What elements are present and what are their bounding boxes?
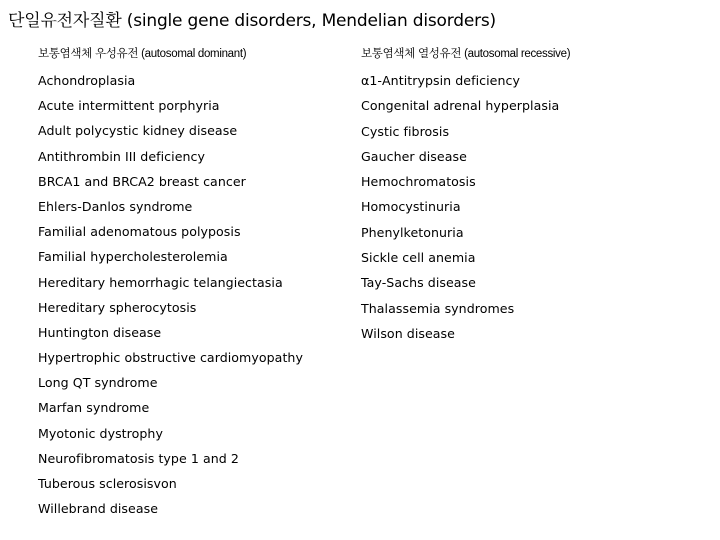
list-item: Hereditary spherocytosis — [38, 299, 197, 315]
autosomal-dominant-column — [38, 47, 303, 526]
list-item: Willebrand disease — [38, 501, 159, 517]
list-item: Myotonic dystrophy — [38, 425, 163, 441]
list-item: Thalassemia syndromes — [361, 300, 515, 316]
autosomal-dominant-header: 보통염색체 우성유전 (autosomal dominant) — [38, 48, 247, 60]
autosomal-recessive-column — [361, 47, 570, 351]
list-item: Hereditary hemorrhagic telangiectasia — [38, 274, 283, 290]
list-item: Homocystinuria — [361, 199, 461, 215]
list-item: Congenital adrenal hyperplasia — [361, 98, 560, 114]
list-item: Familial hypercholesterolemia — [38, 249, 228, 265]
list-item: Huntington disease — [38, 324, 162, 340]
list-item: Gaucher disease — [361, 148, 467, 164]
list-item: Acute intermittent porphyria — [38, 98, 220, 114]
list-item: Antithrombin III deficiency — [38, 148, 206, 164]
list-item: Marfan syndrome — [38, 400, 150, 416]
list-item: Wilson disease — [361, 325, 455, 341]
list-item: BRCA1 and BRCA2 breast cancer — [38, 173, 246, 189]
list-item: Hemochromatosis — [361, 174, 476, 190]
list-item: Adult polycystic kidney disease — [38, 123, 238, 139]
list-item: Tay-Sachs disease — [361, 275, 476, 291]
list-item: α1-Antitrypsin deficiency — [361, 73, 520, 88]
list-item: Familial adenomatous polyposis — [38, 224, 241, 240]
list-item: Neurofibromatosis type 1 and 2 — [38, 450, 239, 466]
autosomal-recessive-list — [361, 73, 570, 351]
autosomal-recessive-header: 보통염색체 열성유전 (autosomal recessive) — [361, 48, 571, 60]
list-item: Tuberous sclerosisvon — [38, 476, 177, 491]
list-item: Hypertrophic obstructive cardiomyopathy — [38, 350, 303, 366]
list-item: Phenylketonuria — [361, 224, 464, 240]
list-item: Achondroplasia — [38, 73, 136, 88]
autosomal-dominant-list — [38, 73, 303, 526]
list-item: Long QT syndrome — [38, 375, 158, 391]
list-item: Ehlers-Danlos syndrome — [38, 198, 193, 214]
list-item: Cystic fibrosis — [361, 123, 450, 139]
list-item: Sickle cell anemia — [361, 250, 476, 266]
page-title: 단일유전자질환 (single gene disorders, Mendelian disorders) — [8, 11, 496, 31]
